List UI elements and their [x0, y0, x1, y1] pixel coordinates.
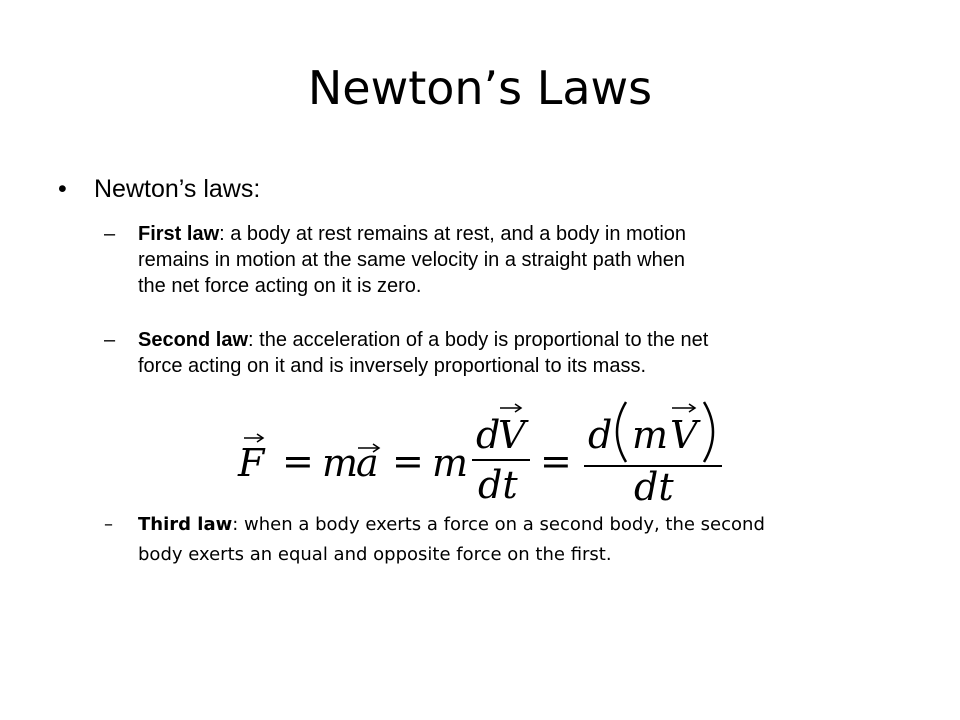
third-law-name: Third law — [138, 514, 233, 535]
first-law-marker: – — [104, 223, 116, 245]
eq-left-paren — [617, 402, 626, 462]
eq-equals-sign: = — [392, 439, 424, 483]
bullet-text: Newton’s laws: — [94, 175, 261, 203]
second-law-name: Second law — [138, 329, 249, 351]
first-law-item — [104, 221, 904, 301]
eq-velocity-symbol: V — [498, 413, 526, 457]
slide-title: Newton’s Laws — [307, 61, 653, 115]
first-law-line: : a body at rest remains at rest, and a body in motion — [219, 223, 687, 245]
eq-equals-sign: = — [282, 439, 314, 483]
third-law-item — [104, 510, 904, 570]
third-law-line: body exerts an equal and opposite force on the first. — [138, 544, 612, 565]
eq-equals-sign: = — [540, 439, 572, 483]
eq-mass-symbol: m — [632, 413, 669, 457]
second-law-line: force acting on it and is inversely proportional to its mass. — [138, 355, 647, 377]
eq-force-symbol: F — [238, 441, 265, 485]
first-law-line: remains in motion at the same velocity in a straight path when — [138, 249, 685, 271]
eq-mass-symbol: m — [322, 441, 359, 485]
eq-differential-d: d — [476, 413, 501, 457]
bullet-marker: • — [58, 175, 67, 203]
second-law-marker: – — [104, 329, 116, 351]
second-law-equation — [228, 386, 738, 510]
eq-acceleration-symbol: a — [356, 441, 379, 485]
second-law-text — [138, 327, 904, 379]
eq-differential-d: d — [588, 413, 613, 457]
first-law-text — [138, 221, 904, 299]
second-law-item — [104, 327, 904, 381]
eq-velocity-symbol: V — [670, 413, 698, 457]
first-law-name: First law — [138, 223, 220, 245]
third-law-marker: – — [104, 514, 113, 535]
eq-dt: dt — [478, 463, 518, 507]
first-law-line: the net force acting on it is zero. — [138, 275, 422, 297]
third-law-text — [138, 510, 904, 570]
third-law-line: : when a body exerts a force on a second body, the second — [232, 514, 765, 535]
second-law-line: : the acceleration of a body is proportional to the net — [248, 329, 709, 351]
eq-dt: dt — [634, 465, 674, 509]
eq-mass-symbol: m — [432, 441, 469, 485]
eq-right-paren — [704, 402, 713, 462]
equation-graphic — [228, 386, 738, 510]
